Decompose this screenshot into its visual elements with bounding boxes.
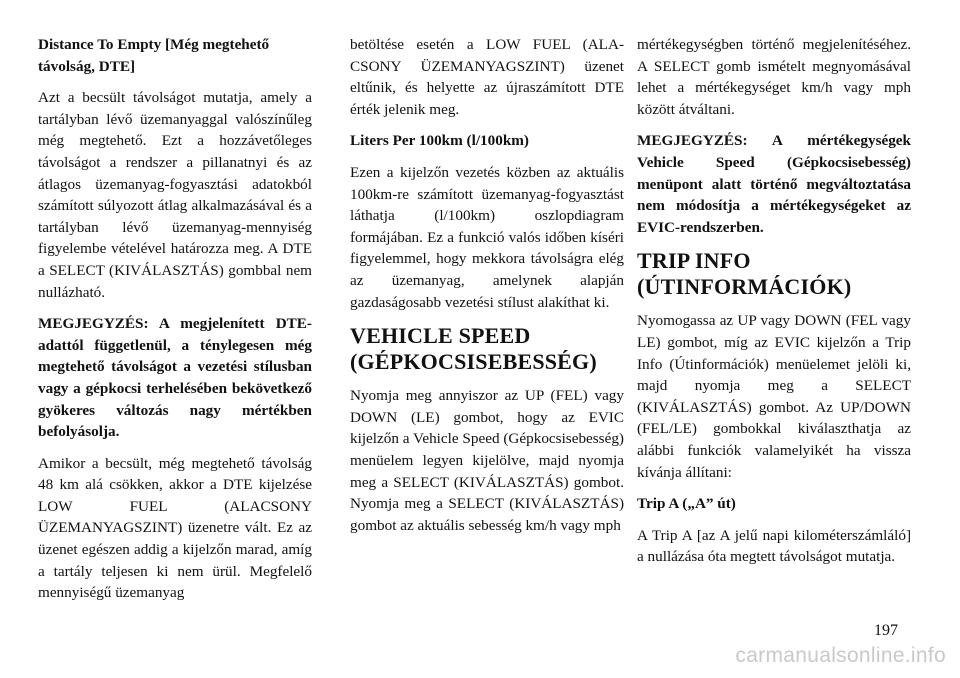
heading-liters-per-100km: Liters Per 100km (l/100km) — [350, 132, 529, 150]
column-2 — [350, 34, 624, 546]
heading-trip-a: Trip A („A” út) — [637, 495, 736, 513]
paragraph-vehicle-speed-cont: mértékegységben történő megjelenítéséhez. A SELECT gomb ismételt megnyomásával lehet a mértékegységet km/h vagy mph között átváltani. — [637, 36, 911, 118]
section-title-line-1: TRIP INFO — [637, 248, 751, 274]
paragraph-low-fuel-cont: betöltése esetén a LOW FUEL (ALACSONY ÜZEMANYAGSZINT) üzenet eltűnik, és helyette az újraszámított DTE érték jelenik meg. — [350, 36, 624, 118]
paragraph-trip-a: A Trip A [az A jelű napi kilométerszámláló] a nullázása óta megtett távolságot mutatja. — [637, 526, 911, 566]
column-1 — [38, 34, 312, 614]
paragraph-fuel-consumption: Ezen a kijelzőn vezetés közben az aktuális 100km-re számított üzemanyag-fogyasztást láthatja (l/100km) oszlopdiagram formájában. Ez a funkció valós időben kíséri figyelemmel, hogy mekkora távolságra elég az üzemanyag, amelynek alapján gazdaságosabb vezetési stílust alakíthat ki. — [350, 163, 624, 311]
paragraph-trip-info: Nyomogassa az UP vagy DOWN (FEL vagy LE) gombot, míg az EVIC kijelzőn a Trip Info (Útinformációk) menüelemet jelöli ki, majd nyomja meg a SELECT (KIVÁLASZTÁS) gombot. Az UP/DOWN (FEL/LE) gombokkal kiválaszthatja az alábbi funkciók valamelyikét ha vissza kívánja állítani: — [637, 312, 911, 481]
section-title-trip-info — [637, 248, 911, 300]
watermark-text: carmanualsonline.info — [735, 644, 946, 667]
paragraph-dte-description: Azt a becsült távolságot mutatja, amely a tartályban lévő üzemanyaggal valószínűleg még megtehető. Ezt a hozzávetőleges távolságot a rendszer a pillanatnyi és az átlagos üzemanyag-fogyasztási adatokból számított súlyozott átlag alkalmazásával és a tartályban lévő üzemanyag-mennyiség figyelembe vételével határozza meg. A DTE a SELECT (KIVÁLASZTÁS) gombbal nem nullázható. — [38, 89, 312, 301]
heading-distance-to-empty: Distance To Empty [Még megtehető távolság, DTE] — [38, 36, 270, 75]
note-units: MEGJEGYZÉS: A mértékegységek Vehicle Speed (Gépkocsisebesség) menüpont alatt történő megváltoztatása nem módosítja a mértékegységeket az EVIC-rendszerben. — [637, 132, 911, 236]
section-title-line-2: (ÚTINFORMÁCIÓK) — [637, 274, 852, 300]
paragraph-vehicle-speed: Nyomja meg annyiszor az UP (FEL) vagy DOWN (LE) gombot, hogy az EVIC kijelzőn a Vehicle Speed (Gépkocsisebesség) menüelem legyen kijelölve, majd nyomja meg a SELECT (KIVÁLASZTÁS) gombot. Nyomja meg a SELECT (KIVÁLASZTÁS) gombot az aktuális sebesség km/h vagy mph — [350, 387, 624, 534]
section-title-line-1: VEHICLE SPEED — [350, 323, 531, 349]
note-dte: MEGJEGYZÉS: A megjelenített DTE-adattól függetlenül, a ténylegesen még megtehető távolságot a vezetési stílusban vagy a gépkocsi terhelésében bekövetkező gyökeres változás nagy mértékben befolyásolja. — [38, 315, 312, 441]
page-number: 197 — [874, 622, 898, 639]
section-title-line-2: (GÉPKOCSISEBESSÉG) — [350, 349, 597, 375]
column-3 — [637, 34, 911, 578]
section-title-vehicle-speed — [350, 323, 624, 375]
paragraph-low-fuel: Amikor a becsült, még megtehető távolság 48 km alá csökken, akkor a DTE kijelzése LOW FUEL (ALACSONY ÜZEMANYAGSZINT) üzenetre vált. Ez az üzenet egészen addig a kijelzőn marad, amíg a tartály teljesen ki nem ürül. Megfelelő mennyiségű üzemanyag — [38, 454, 312, 602]
